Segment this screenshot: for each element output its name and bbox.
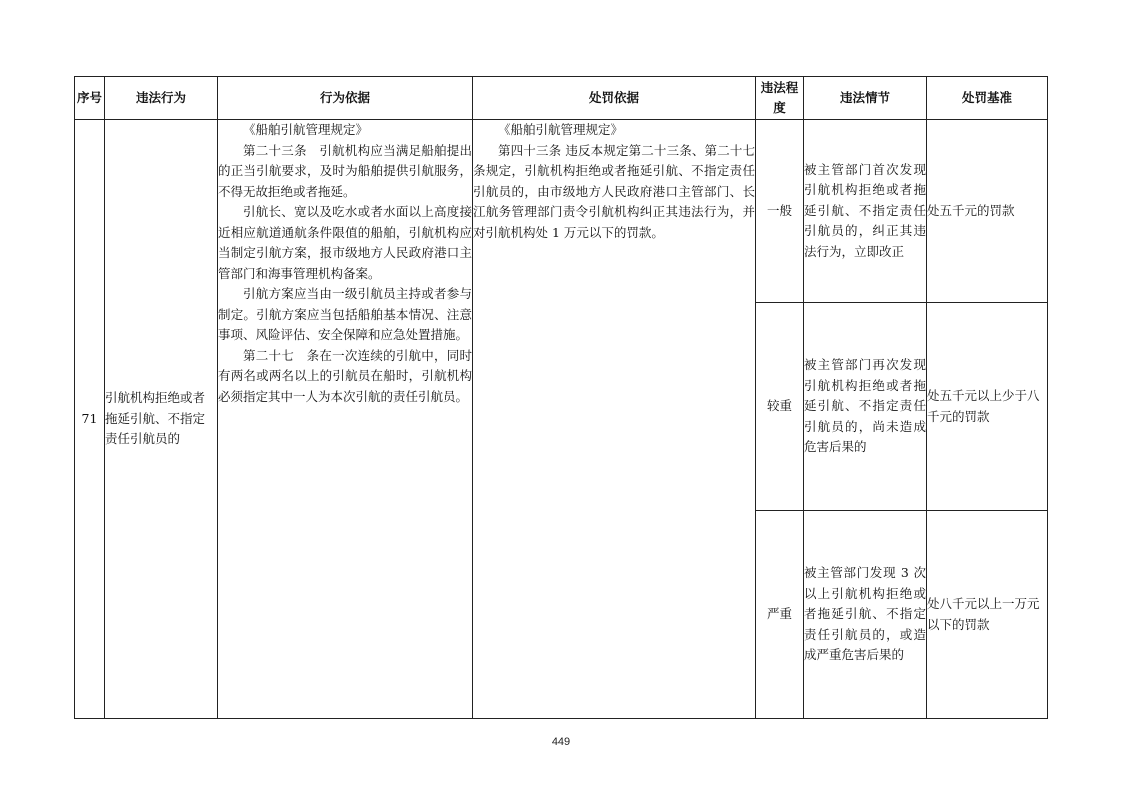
basis-article-23: 第二十三条 引航机构应当满足船舶提出的正当引航要求，及时为船舶提供引航服务，不得无故拒绝或者拖延。 [218, 142, 472, 199]
header-standard: 处罚基准 [927, 77, 1048, 120]
basis-article-27: 第二十七 条在一次连续的引航中，同时有两名或两名以上的引航员在船时，引航机构必须指定其中一人为本次引航的责任引航员。 [218, 347, 472, 404]
basis-article-23-para3: 引航方案应当由一级引航员主持或者参与制定。引航方案应当包括船舶基本情况、注意事项、风险评估、安全保障和应急处置措施。 [218, 286, 472, 342]
basis-regulation-title: 《船舶引航管理规定》 [243, 122, 369, 137]
header-degree: 违法程度 [756, 77, 804, 120]
circumstance-serious: 被主管部门再次发现引航机构拒绝或者拖延引航、不指定责任引航员的，尚未造成危害后果的 [804, 303, 927, 511]
header-penalty-basis: 处罚依据 [473, 77, 756, 120]
row-number: 71 [75, 120, 105, 719]
page-number: 449 [551, 736, 571, 748]
circumstance-severe: 被主管部门发现 3 次以上引航机构拒绝或者拖延引航、不指定责任引航员的，或造成严重危害后果的 [804, 511, 927, 719]
header-basis: 行为依据 [218, 77, 473, 120]
header-no: 序号 [75, 77, 105, 120]
table-row [75, 120, 1048, 303]
degree-severe: 严重 [756, 511, 804, 719]
degree-general: 一般 [756, 120, 804, 303]
penalty-article-43: 第四十三条 违反本规定第二十三条、第二十七条规定，引航机构拒绝或者拖延引航、不指定责任引航员的，由市级地方人民政府港口主管部门、长江航务管理部门责令引航机构纠正其违法行为，并对引航机构处 1 万元以下的罚款。 [473, 142, 755, 240]
behavior-basis [218, 120, 473, 719]
standard-severe: 处八千元以上一万元以下的罚款 [927, 511, 1048, 719]
circumstance-general: 被主管部门首次发现引航机构拒绝或者拖延引航、不指定责任引航员的，纠正其违法行为，立即改正 [804, 120, 927, 303]
header-row [75, 77, 1048, 120]
header-behavior: 违法行为 [105, 77, 218, 120]
penalty-regulation-title: 《船舶引航管理规定》 [498, 122, 624, 137]
standard-general: 处五千元的罚款 [927, 120, 1048, 303]
basis-article-23-para2: 引航长、宽以及吃水或者水面以上高度接近相应航道通航条件限值的船舶，引航机构应当制定引航方案，报市级地方人民政府港口主管部门和海事管理机构备案。 [218, 204, 472, 281]
penalty-basis [473, 120, 756, 719]
standard-serious: 处五千元以上少于八千元的罚款 [927, 303, 1048, 511]
violation-behavior: 引航机构拒绝或者拖延引航、不指定责任引航员的 [105, 120, 218, 719]
header-circumstance: 违法情节 [804, 77, 927, 120]
penalty-table [74, 76, 1048, 719]
degree-serious: 较重 [756, 303, 804, 511]
